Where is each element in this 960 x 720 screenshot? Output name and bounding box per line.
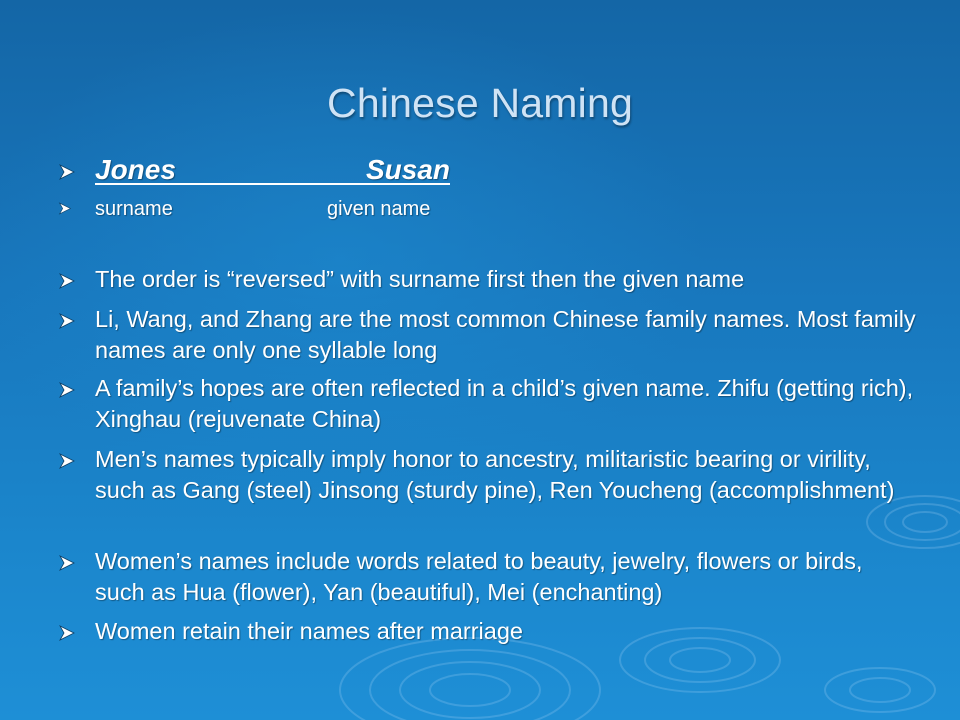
arrow-bullet-icon [58,273,76,289]
bullet-text: A family’s hopes are often reflected in a child’s given name. Zhifu (getting rich), Xinghau (rejuvenate China) [95,375,914,432]
arrow-bullet-icon [58,453,76,469]
name-example-underline [95,154,450,185]
surname-label: surname [95,198,173,220]
surname-example: Jones [95,154,176,185]
arrow-bullet-icon [58,313,76,329]
arrow-bullet-icon [58,555,76,571]
bullet-item [58,546,918,608]
name-label-row [58,197,918,221]
arrow-bullet-icon [58,202,72,215]
bullet-item [58,304,918,366]
bullet-text: Men’s names typically imply honor to ancestry, militaristic bearing or virility, such as Gang (steel) Jinsong (sturdy pine), Ren Youcheng (accomplishment) [95,446,895,503]
bullet-text: Women’s names include words related to beauty, jewelry, flowers or birds, such as Hua (flower), Yan (beautiful), Mei (enchanting) [95,548,863,605]
arrow-bullet-icon [58,382,76,398]
arrow-bullet-icon [58,164,76,180]
slide-title: Chinese Naming [327,80,633,126]
bullet-item [58,616,918,647]
bullet-item [58,373,918,435]
bullet-text: The order is “reversed” with surname first then the given name [95,266,745,292]
given-name-example: Susan [365,154,450,185]
bullet-item [58,444,918,506]
bullet-text: Women retain their names after marriage [95,618,523,644]
name-example-row [58,153,918,187]
arrow-bullet-icon [58,625,76,641]
bullet-item [58,264,918,295]
bullet-text: Li, Wang, and Zhang are the most common Chinese family names. Most family names are only one syllable long [95,306,916,363]
given-name-label: given name [327,198,431,220]
